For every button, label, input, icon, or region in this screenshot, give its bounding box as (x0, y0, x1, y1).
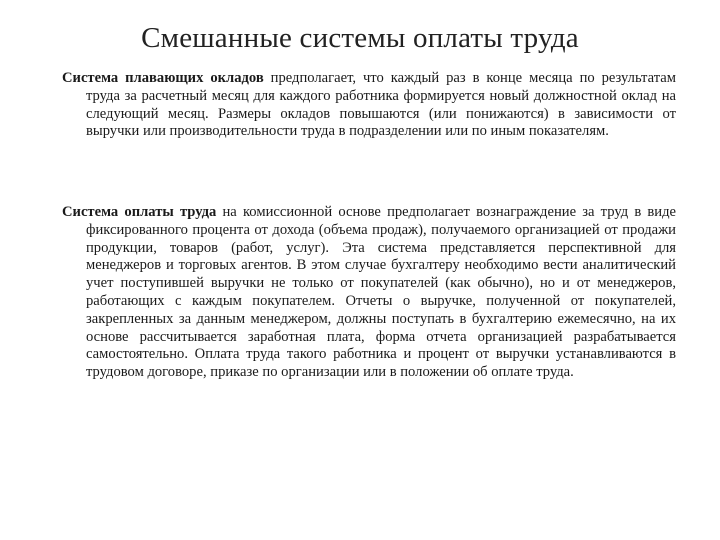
paragraph-text: на комиссионной основе предполагает вознаграждение за труд в виде фиксированного процента от дохода (объема продаж), получаемого организацией от продажи продукции, товаров (работ, услуг). Эта система представляется перспективной для менеджеров и торговых агентов. В этом случае бухгалтеру необходимо вести аналитический учет поступившей выручки не только от покупателей (как обычно), но и от менеджеров, работающих с каждым покупателем. Отчеты о выручке, полученной от покупателей, закрепленных за данным менеджером, должны поступать в бухгалтерию ежемесячно, на их основе рассчитывается заработная плата, форма отчета организацией разрабатывается самостоятельно. Оплата труда такого работника и процент от выручки устанавливаются в трудовом договоре, приказе по организации или в положении об оплате труда. (86, 204, 676, 381)
paragraph-lead: Система оплаты труда (62, 204, 217, 220)
slide-title: Смешанные системы оплаты труда (141, 22, 579, 54)
paragraph-floating-salary (62, 70, 676, 141)
paragraph-text: предполагает, что каждый раз в конце месяца по результатам труда за расчетный месяц для каждого работника формируется новый должностной оклад на следующий месяц. Размеры окладов повышаются (или понижаются) в зависимости от выручки или производительности труда в подразделении или по иным показателям. (86, 70, 676, 140)
paragraph-commission-pay (62, 204, 676, 382)
paragraph-lead: Система плавающих окладов (62, 70, 264, 86)
